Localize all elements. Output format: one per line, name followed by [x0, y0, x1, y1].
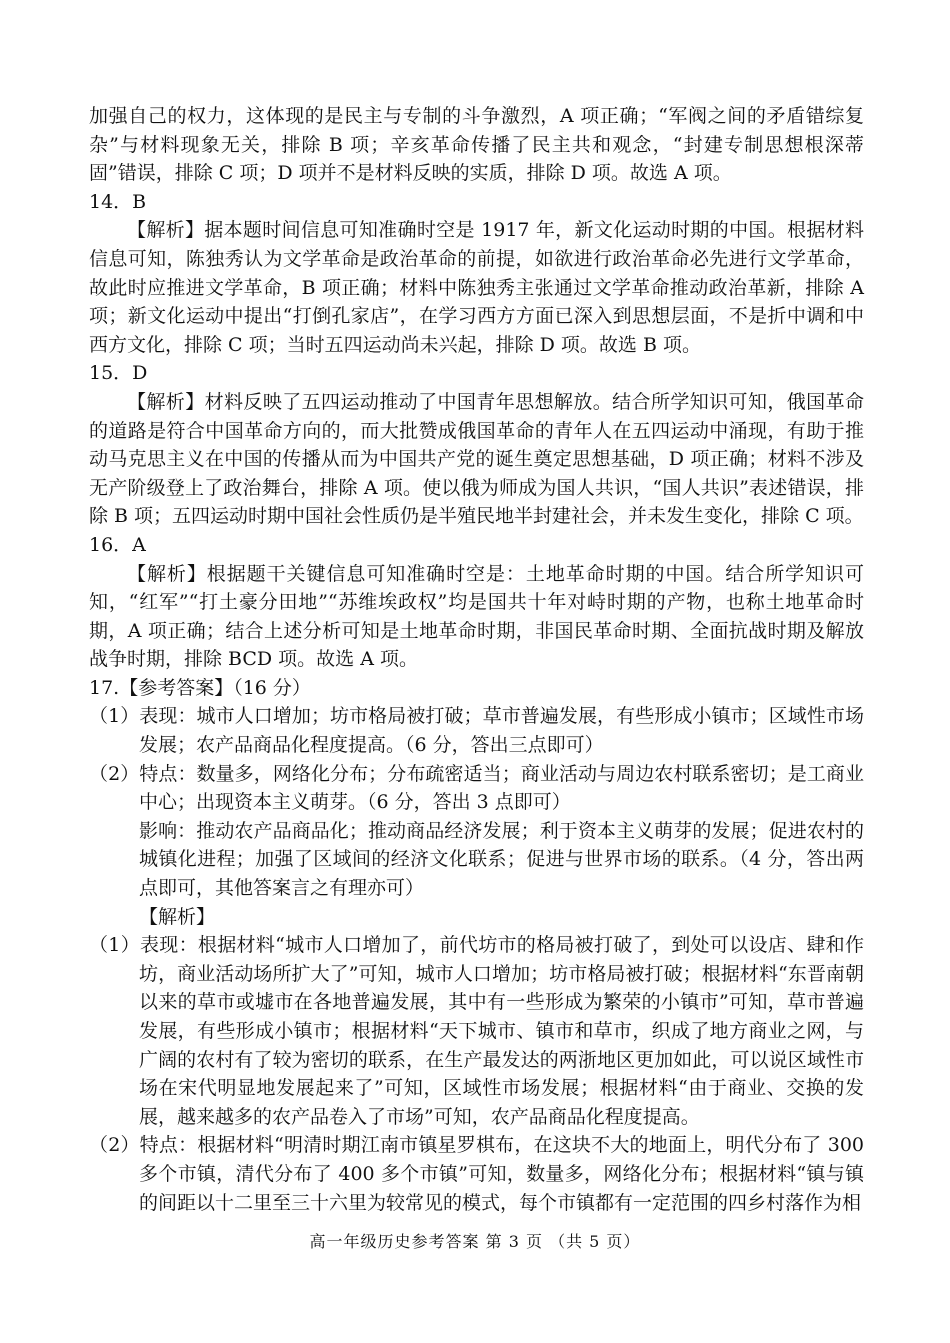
answer-13-continuation: 加强自己的权力，这体现的是民主与专制的斗争激烈，A 项正确；“军阀之间的矛盾错综复杂”与材料现象无关，排除 B 项；辛亥革命传播了民主共和观念，“封建专制思想根深蒂固”错误，排除 C 项；D 项并不是材料反映的实质，排除 D 项。故选 A 项。	[89, 105, 864, 185]
question-16-number: 16．A	[89, 533, 146, 556]
page-footer: 高一年级历史参考答案 第 3 页 （共 5 页）	[309, 1232, 641, 1251]
question-17-analysis-label: 【解析】	[139, 905, 216, 928]
question-17-answer-2-impact: 影响：推动农产品商品化；推动商品经济发展；利于资本主义萌芽的发展；促进农村的城镇化进程；加强了区域间的经济文化联系；促进与世界市场的联系。（4 分，答出两点即可，其他答案言之有理亦可）	[139, 819, 864, 900]
question-17-heading: 17.【参考答案】（16 分）	[89, 676, 311, 699]
question-17-explanation-1: （1）表现：根据材料“城市人口增加了，前代坊市的格局被打破了，到处可以设店、肆和作坊，商业活动场所扩大了”可知，城市人口增加；坊市格局被打破；根据材料“东晋南朝以来的草市或墟市在各地普遍发展，其中有一些形成为繁荣的小镇市”可知，草市普遍发展，有些形成小镇市；根据材料“天下城市、镇市和草市，织成了地方商业之网，与广阔的农村有了较为密切的联系，在生产最发达的两浙地区更加如此，可以说区域性市场在宋代明显地发展起来了”可知，区域性市场发展；根据材料“由于商业、交换的发展，越来越多的农产品卷入了市场”可知，农产品商品化程度提高。	[89, 934, 864, 1128]
question-17-answer-1: （1）表现：城市人口增加；坊市格局被打破；草市普遍发展，有些形成小镇市；区域性市场发展；农产品商品化程度提高。（6 分，答出三点即可）	[89, 705, 864, 757]
question-17-answer-2: （2）特点：数量多，网络化分布；分布疏密适当；商业活动与周边农村联系密切；是工商业中心；出现资本主义萌芽。（6 分，答出 3 点即可）	[89, 762, 864, 814]
question-15-analysis: 【解析】材料反映了五四运动推动了中国青年思想解放。结合所学知识可知，俄国革命的道路是符合中国革命方向的，而大批赞成俄国革命的青年人在五四运动中涌现，有助于推动马克思主义在中国的传播从而为中国共产党的诞生奠定思想基础，D 项正确；材料不涉及无产阶级登上了政治舞台，排除 A 项。使以俄为师成为国人共识，“国人共识”表述错误，排除 B 项；五四运动时期中国社会性质仍是半殖民地半封建社会，并未发生变化，排除 C 项。	[89, 390, 864, 528]
question-15-number: 15．D	[89, 362, 148, 385]
question-14-analysis: 【解析】据本题时间信息可知准确时空是 1917 年，新文化运动时期的中国。根据材料信息可知，陈独秀认为文学革命是政治革命的前提，如欲进行政治革命必先进行文学革命，故此时应推进文学革命，B 项正确；材料中陈独秀主张通过文学革命推动政治革新，排除 A 项；新文化运动中提出“打倒孔家店”，在学习西方方面已深入到思想层面，不是折中调和中西方文化，排除 C 项；当时五四运动尚未兴起，排除 D 项。故选 B 项。	[89, 219, 864, 356]
question-17-explanation-2: （2）特点：根据材料“明清时期江南市镇星罗棋布，在这块不大的地面上，明代分布了 300 多个市镇，清代分布了 400 多个市镇”可知，数量多，网络化分布；根据材料“镇与镇的间距以十二里至三十六里为较常见的模式，每个市镇都有一定范围的四乡村落作为相	[89, 1134, 864, 1214]
document-body	[89, 102, 864, 1217]
question-14-number: 14．B	[89, 190, 147, 213]
question-16-analysis: 【解析】根据题干关键信息可知准确时空是：土地革命时期的中国。结合所学知识可知，“红军”“打土豪分田地”“苏维埃政权”均是国共十年对峙时期的产物，也称土地革命时期，A 项正确；结合上述分析可知是土地革命时期，非国民革命时期、全面抗战时期及解放战争时期，排除 BCD 项。故选 A 项。	[89, 562, 864, 671]
